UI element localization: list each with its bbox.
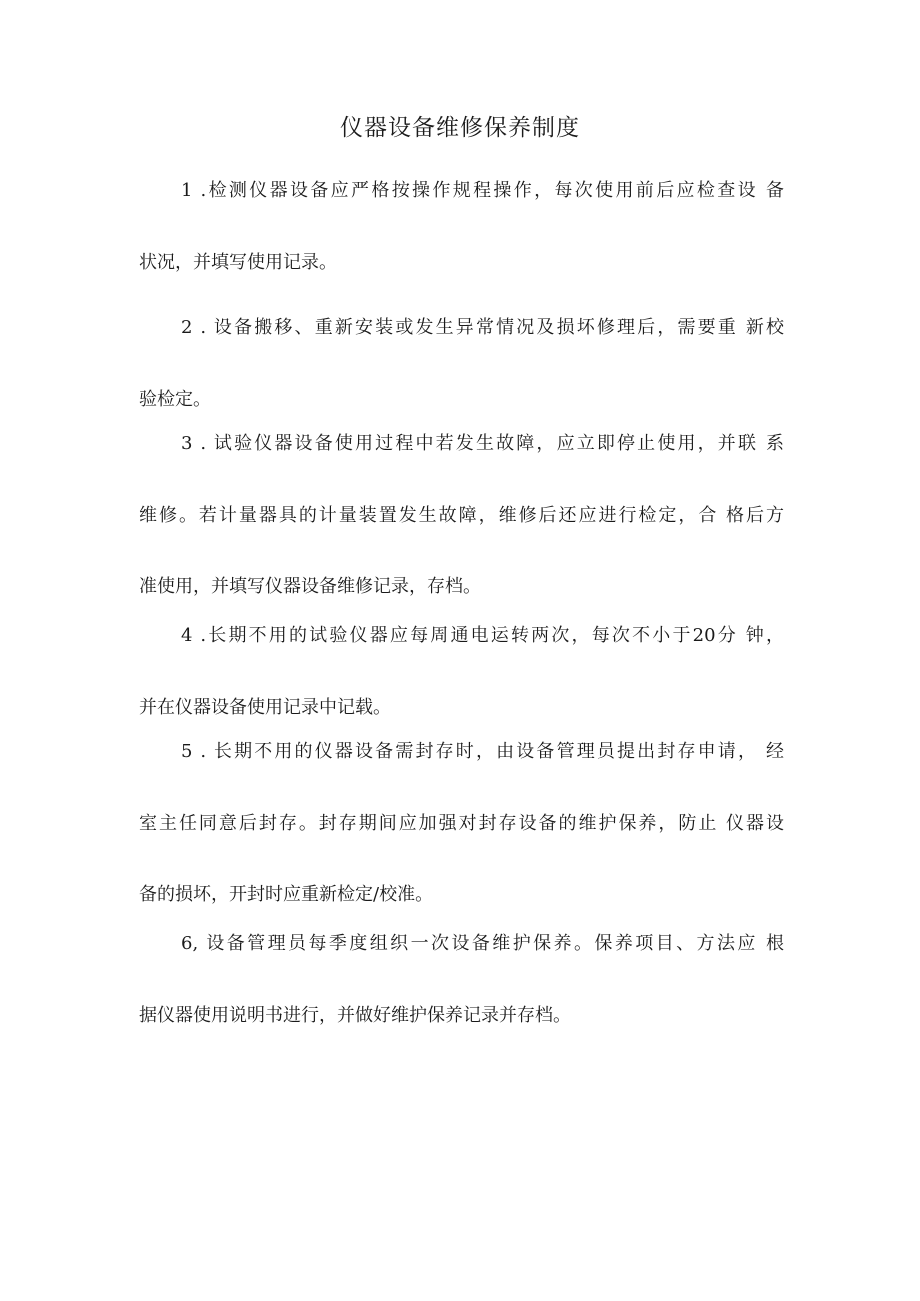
paragraph-line: 5 . 长期不用的仪器设备需封存时，由设备管理员提出封存申请， 经 [181, 741, 784, 762]
paragraph-line: 4 .长期不用的试验仪器应每周通电运转两次，每次不小于20分 钟， [181, 625, 784, 646]
paragraph-line: 状况，并填写使用记录。 [139, 251, 337, 273]
paragraph-line: 据仪器使用说明书进行，并做好维护保养记录并存档。 [139, 1004, 571, 1026]
paragraph-line: 并在仪器设备使用记录中记载。 [139, 696, 391, 718]
paragraph-line: 备的损坏，开封时应重新检定/校准。 [139, 884, 434, 905]
paragraph-line: 室主任同意后封存。封存期间应加强对封存设备的维护保养，防止 仪器设 [139, 812, 784, 834]
paragraph-line: 3 . 试验仪器设备使用过程中若发生故障，应立即停止使用，并联 系 [181, 433, 784, 454]
paragraph-line: 准使用，并填写仪器设备维修记录，存档。 [139, 576, 481, 597]
paragraph-3 [139, 408, 784, 623]
paragraph-5 [139, 716, 784, 931]
paragraph-6 [139, 908, 784, 1051]
paragraph-line: 验检定。 [139, 388, 211, 410]
paragraph-line: 1 .检测仪器设备应严格按操作规程操作，每次使用前后应检查设 备 [181, 180, 784, 201]
document-title: 仪器设备维修保养制度 [340, 115, 580, 141]
paragraph-line: 维修。若计量器具的计量装置发生故障，维修后还应进行检定，合 格后方 [139, 504, 784, 526]
paragraph-line: 2 . 设备搬移、重新安装或发生异常情况及损坏修理后，需要重 新校 [181, 317, 784, 338]
paragraph-line: 6, 设备管理员每季度组织一次设备维护保养。保养项目、方法应 根 [181, 933, 784, 954]
paragraph-1 [139, 155, 784, 298]
